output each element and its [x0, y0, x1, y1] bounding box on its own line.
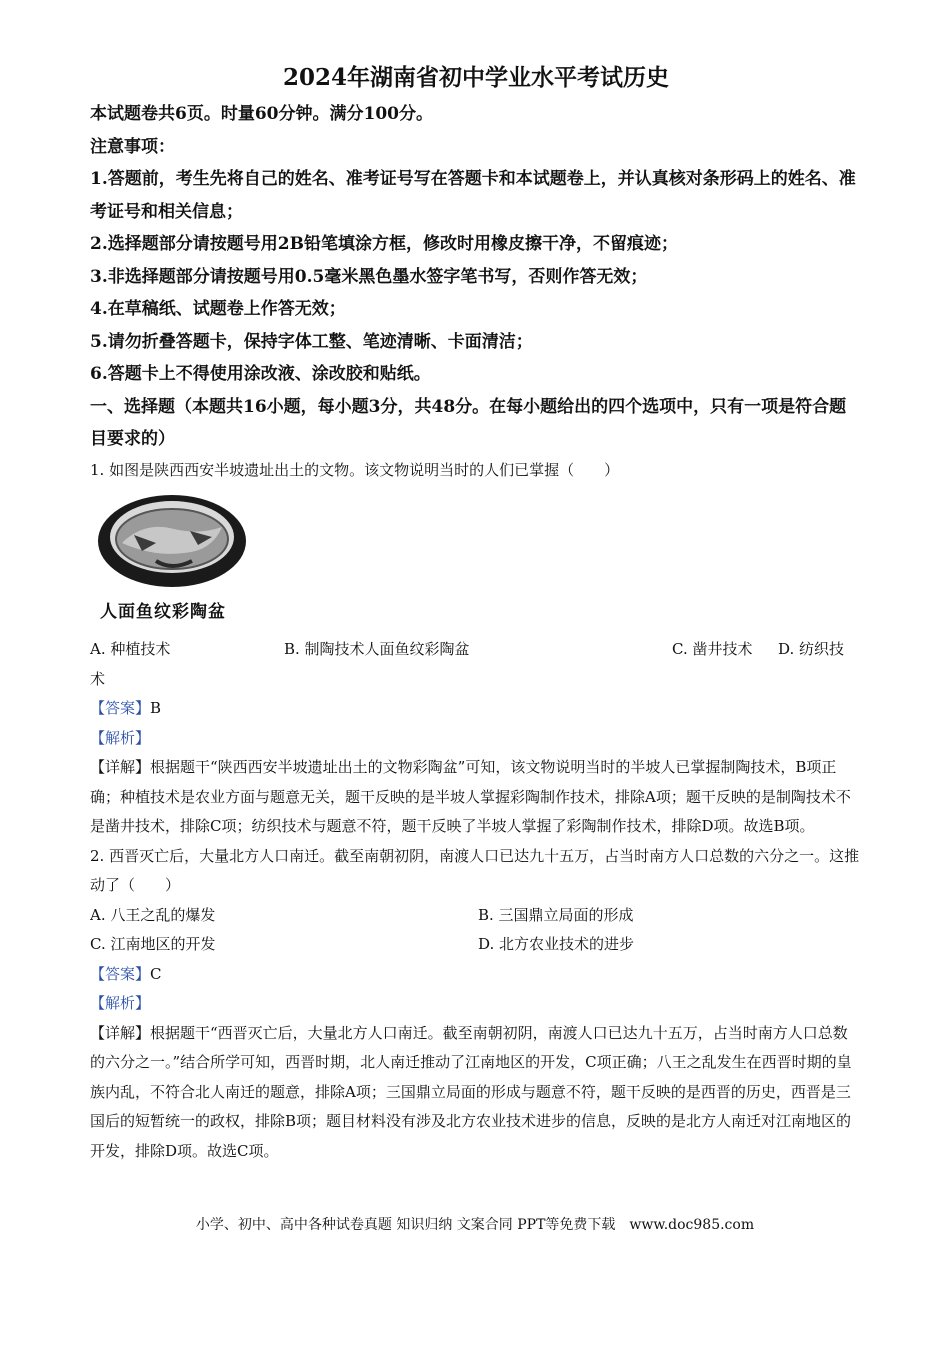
detail-text: 根据题干“陕西西安半坡遗址出土的文物彩陶盆”可知，该文物说明当时的半坡人已掌握制陶技术，B项正确；种植技术是农业方面与题意无关，题干反映的是半坡人掌握彩陶制作技术，排除A项；题干反映的是制陶技术不是凿井技术，排除C项；纺织技术与题意不符，题干反映了半坡人掌握了彩陶制作技术，排除D项。故选B项。 [90, 758, 851, 835]
page-title: 2024年湖南省初中学业水平考试历史 [282, 64, 669, 91]
option-d: D. 纺织技 [778, 640, 845, 658]
option-b: B. 三国鼎立局面的形成 [478, 905, 634, 924]
note-item: 6.答题卡上不得使用涂改液、涂改胶和贴纸。 [90, 364, 431, 384]
figure-caption: 人面鱼纹彩陶盆 [100, 602, 226, 622]
question-1-stem: 1. 如图是陕西西安半坡遗址出土的文物。该文物说明当时的人们已掌握（ ） [90, 460, 620, 479]
answer-value: B [150, 699, 162, 717]
pottery-basin-figure [94, 491, 254, 631]
detail-paragraph [90, 1019, 862, 1167]
exam-page [90, 60, 862, 1166]
option-a: A. 八王之乱的爆发 [90, 905, 216, 924]
detail-text: 根据题干“西晋灭亡后，大量北方人口南迁。截至南朝初阴，南渡人口已达九十五万，占当时南方人口总数的六分之一。”结合所学可知，西晋时期，北人南迁推动了江南地区的开发，C项正确；八王之乱发生在西晋时期的皇族内乱，不符合北人南迁的题意，排除A项；三国鼎立局面的形成与题意不符，题干反映的是西晋的历史，西晋是三国后的短暂统一的政权，排除B项；题目材料没有涉及北方农业技术进步的信息，反映的是北方人南迁对江南地区的开发，排除D项。故选C项。 [90, 1023, 852, 1160]
section-heading: 一、选择题（本题共16小题，每小题3分，共48分。在每小题给出的四个选项中，只有一项是符合题目要求的） [90, 396, 847, 449]
answer-tag: 【答案】 [90, 964, 151, 983]
analysis-tag: 【解析】 [90, 728, 151, 747]
exam-intro: 本试题卷共6页。时量60分钟。满分100分。 [90, 104, 433, 124]
option-d-continued: 术 [90, 669, 106, 688]
option-c: C. 江南地区的开发 [90, 935, 216, 953]
analysis-line [90, 724, 862, 754]
question-2-options-row-1 [90, 901, 862, 931]
painted-pottery-basin-image [94, 491, 254, 595]
detail-tag: 【详解】 [90, 1023, 151, 1042]
answer-line [90, 960, 862, 990]
option-c: C. 凿井技术 [672, 640, 753, 658]
notes-heading: 注意事项： [90, 136, 175, 157]
analysis-tag: 【解析】 [90, 994, 151, 1012]
answer-line [90, 694, 862, 724]
note-item: 2.选择题部分请按题号用2B铅笔填涂方框，修改时用橡皮擦干净，不留痕迹； [90, 234, 678, 254]
question-2-stem: 2. 西晋灭亡后，大量北方人口南迁。截至南朝初阴，南渡人口已达九十五万，占当时南方人口总数的六分之一。这推动了（ ） [90, 846, 860, 894]
note-item: 1.答题前，考生先将自己的姓名、准考证号写在答题卡和本试题卷上，并认真核对条形码上的姓名、准考证号和相关信息； [90, 169, 856, 222]
analysis-line [90, 989, 862, 1019]
note-item: 4.在草稿纸、试题卷上作答无效； [90, 299, 346, 319]
option-b: B. 制陶技术人面鱼纹彩陶盆 [284, 640, 470, 658]
answer-tag: 【答案】 [90, 699, 151, 717]
question-1-options [90, 635, 862, 665]
answer-value: C [150, 964, 162, 983]
detail-tag: 【详解】 [90, 758, 151, 776]
note-item: 5.请勿折叠答题卡，保持字体工整、笔迹清晰、卡面清洁； [90, 331, 533, 352]
page-footer: 小学、初中、高中各种试卷真题 知识归纳 文案合同 PPT等免费下载 www.doc985.com [195, 1217, 755, 1233]
note-item: 3.非选择题部分请按题号用0.5毫米黑色墨水签字笔书写，否则作答无效； [90, 266, 648, 287]
question-2-options-row-2 [90, 930, 862, 960]
option-a: A. 种植技术 [90, 640, 171, 658]
option-d: D. 北方农业技术的进步 [478, 935, 635, 953]
detail-paragraph [90, 753, 862, 842]
